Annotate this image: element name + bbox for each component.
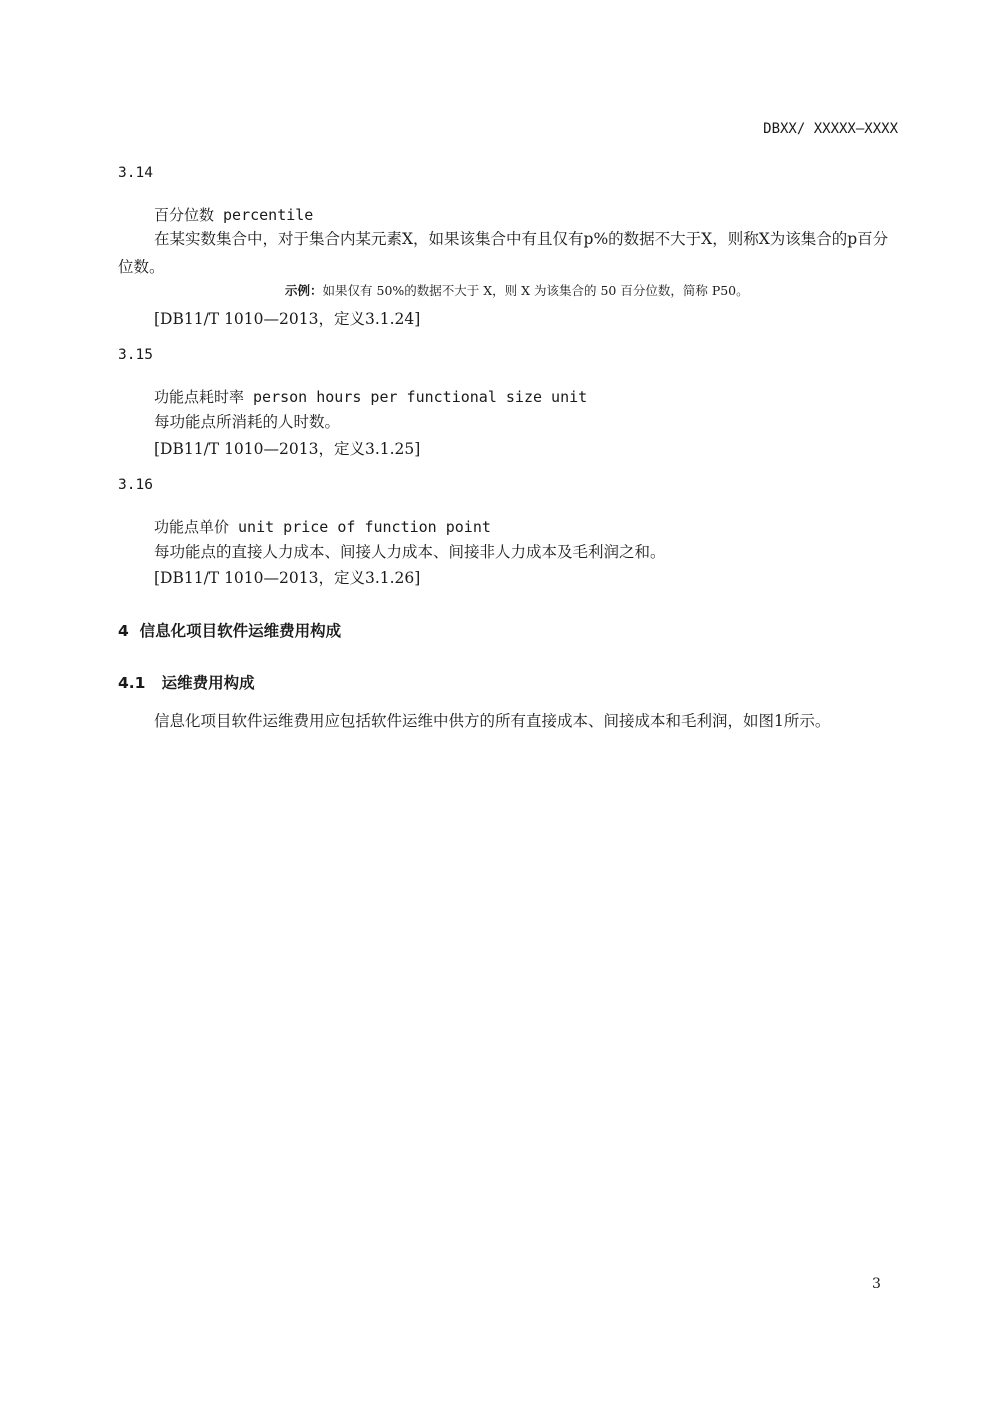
source-reference-3-14: [DB11/T 1010—2013，定义3.1.24] [154, 310, 421, 328]
section-4-1-heading: 4.1 运维费用构成 [118, 674, 255, 692]
page-number: 3 [872, 1276, 881, 1292]
example-label: 示例： [285, 283, 323, 298]
section-4-1-text: 信息化项目软件运维费用应包括软件运维中供方的所有直接成本、间接成本和毛利润，如图1所示。 [154, 712, 831, 730]
definition-person-hours: 每功能点所消耗的人时数。 [154, 413, 341, 431]
term-unit-price: 功能点单价 unit price of function point [154, 518, 491, 536]
document-code-header: DBXX/ XXXXX—XXXX [763, 121, 898, 137]
section-number-3-14: 3.14 [118, 165, 153, 181]
source-reference-3-16: [DB11/T 1010—2013，定义3.1.26] [154, 569, 421, 587]
example-text: 如果仅有 50%的数据不大于 X，则 X 为该集合的 50 百分位数，简称 P50。 [322, 283, 749, 298]
section-number-3-16: 3.16 [118, 477, 153, 493]
chapter-4-heading: 4 信息化项目软件运维费用构成 [118, 622, 342, 640]
source-reference-3-15: [DB11/T 1010—2013，定义3.1.25] [154, 440, 421, 458]
term-percentile: 百分位数 percentile [154, 206, 314, 224]
definition-unit-price: 每功能点的直接人力成本、间接人力成本、间接非人力成本及毛利润之和。 [154, 543, 666, 561]
section-number-3-15: 3.15 [118, 347, 153, 363]
example-note [285, 281, 749, 299]
term-person-hours: 功能点耗时率 person hours per functional size unit [154, 388, 588, 406]
definition-percentile: 在某实数集合中，对于集合内某元素X，如果该集合中有且仅有p%的数据不大于X，则称X为该集合的p百分位数。 [118, 230, 889, 276]
